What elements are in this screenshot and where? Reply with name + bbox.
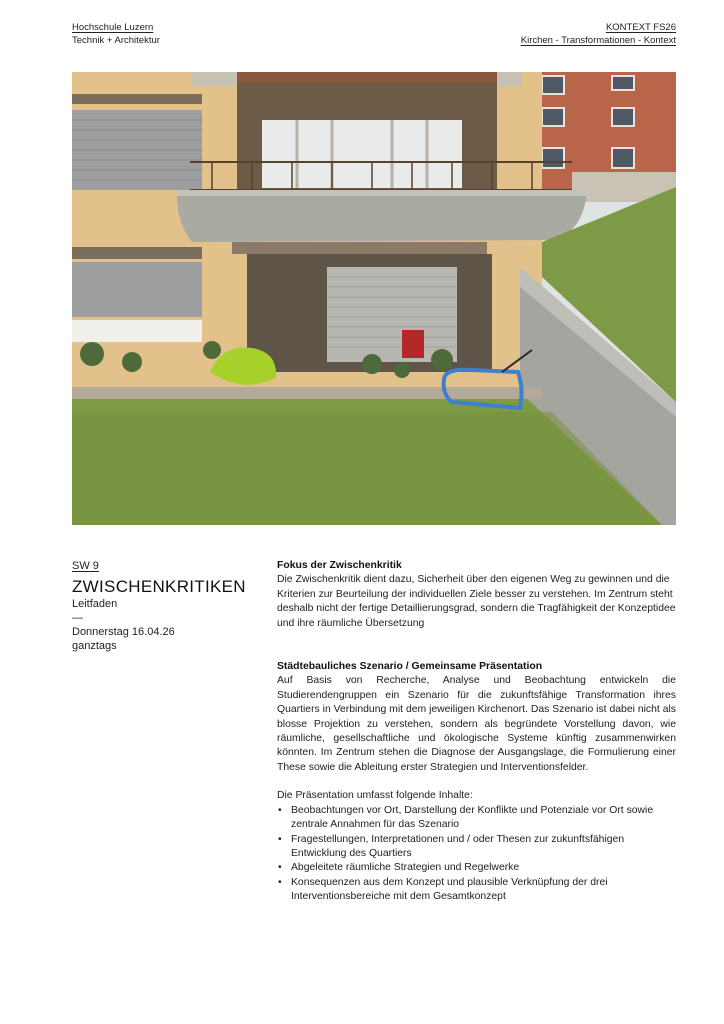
course-name: KONTEXT FS26 <box>605 22 676 33</box>
header-right <box>521 21 676 47</box>
building-photo <box>72 72 676 525</box>
section-heading-szenario: Städtebauliches Szenario / Gemeinsame Präsentation <box>277 661 543 673</box>
page-subtitle: Leitfaden <box>72 598 118 610</box>
section-heading-fokus: Fokus der Zwischenkritik <box>277 560 402 571</box>
section-text-szenario: Auf Basis von Recherche, Analyse und Beobachtung entwickeln die Studierendengruppen ein Szenario für die zukunftsfähige Transformation ihres Quartiers in Verbindung mit dem jeweiligen Kirchenort. Das Szenario ist dabei nicht als blosse Projektion zu verstehen, sondern als begründete Vorstellung davon, wie räumliche, gesellschaftliche und ökologische Systeme künftig zusammenwirken könnten. Im Zentrum stehen die Diagnose der Ausgangslage, die Formulierung einer These sowie die Ableitung erster Strategien und Interventionsfelder. <box>277 675 676 773</box>
dash-separator: — <box>72 612 83 624</box>
list-item: • Beobachtungen vor Ort, Darstellung der Konflikte und Potenziale vor Ort sowie zentrale Annahmen für das Szenario <box>277 804 676 833</box>
main-content <box>277 559 676 905</box>
page-title: ZWISCHENKRITIKEN <box>72 577 246 596</box>
institution-name: Hochschule Luzern <box>72 22 154 33</box>
content-list <box>277 804 676 905</box>
list-item: • Konsequenzen aus dem Konzept und plausible Verknüpfung der drei Interventionsbereiche mit dem Gesamtkonzept <box>277 876 676 905</box>
section-text-fokus: Die Zwischenkritik dient dazu, Sicherheit über den eigenen Weg zu gewinnen und die Kriterien zur Beurteilung der individuellen Ziele besser zu verstehen. Im Zentrum steht deshalb nicht der fertige Detaillierungsgrad, sondern die Tragfähigkeit der Konzeptidee und ihre räumliche Übersetzung <box>277 574 676 629</box>
list-item: • Fragestellungen, Interpretationen und / oder Thesen zur zukunftsfähigen Entwicklung des Quartiers <box>277 833 676 862</box>
list-intro: Die Präsentation umfasst folgende Inhalte: <box>277 790 473 802</box>
department-name: Technik + Architektur <box>72 35 160 46</box>
list-item: • Abgeleitete räumliche Strategien und Regelwerke <box>277 861 676 875</box>
event-date: Donnerstag 16.04.26 <box>72 626 175 638</box>
sidebar-info <box>72 559 262 653</box>
course-subtitle: Kirchen - Transformationen - Kontext <box>520 35 676 46</box>
week-label: SW 9 <box>72 560 99 572</box>
event-time: ganztags <box>72 640 117 652</box>
header-left <box>72 21 160 47</box>
